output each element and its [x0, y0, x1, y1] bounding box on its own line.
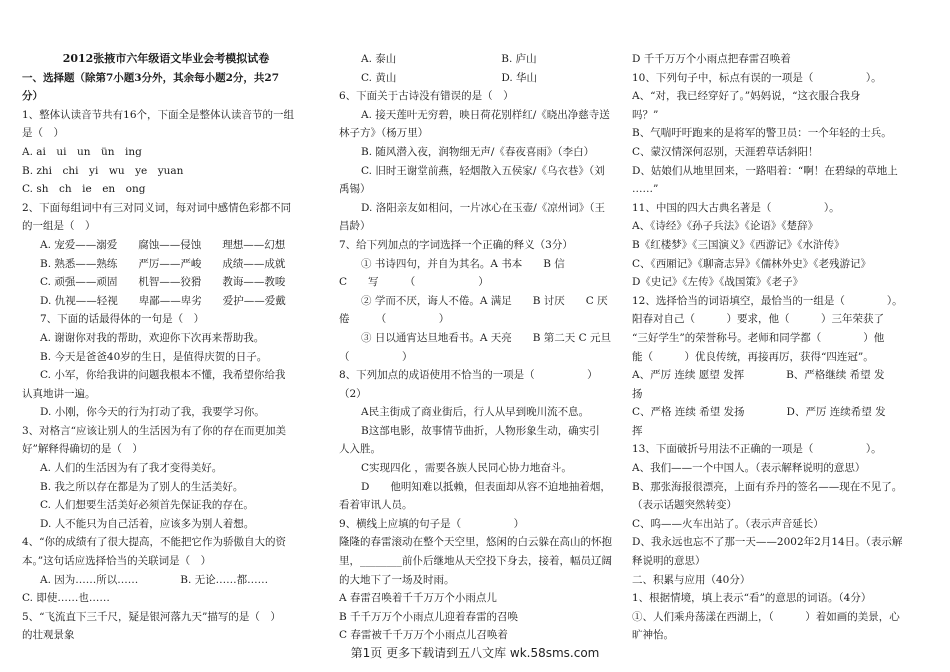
text-line: D. 仇视——轻视 卑鄙——卑劣 爱护——爱戴	[40, 294, 286, 307]
text-line: 昌龄）	[339, 220, 371, 233]
text-line: 里，________前仆后继地从天空投下身去，接着，幅员辽阔	[339, 555, 612, 568]
text-line: C 春雷被千千万万个小雨点儿召唤着	[339, 629, 508, 642]
text-line: 12、选择恰当的词语填空，最恰当的一组是（ ）。	[632, 294, 903, 307]
text-line: C. 旧时王谢堂前燕，轻烟散入五侯家/《乌衣巷》（刘	[361, 164, 605, 177]
text-line: B 千千万万个小雨点儿迎着春雷的召唤	[339, 610, 519, 623]
text-line: C. 即使……也……	[22, 592, 110, 605]
text-line: D. 小刚，你今天的行为打动了我，我要学习你。	[40, 406, 265, 419]
text-line: 旷神怡。	[632, 629, 674, 642]
text-line: 能（ ）优良传统，再接再厉，获得“四连冠”。	[632, 350, 874, 363]
text-line: 9、横线上应填的句子是（ ）	[339, 517, 525, 530]
text-line: C、严格 连续 希望 发扬 D、严厉 连续希望 发	[632, 406, 886, 419]
text-line: D《史记》《左传》《战国策》《老子》	[632, 276, 804, 289]
text-line: 吗？”	[632, 108, 659, 121]
text-line: 6、下面关于古诗没有错误的是（ ）	[339, 90, 514, 103]
text-line: C. 人们想要生活美好必须首先保证我的存在。	[40, 499, 254, 512]
column-right	[632, 50, 932, 645]
text-line: 7、下面的话最得体的一句是（ ）	[40, 313, 205, 326]
text-line: 8、下列加点的成语使用不恰当的一项是（ ）	[339, 369, 598, 382]
text-line: 13、下面破折号用法不正确的一项是（ ）。	[632, 443, 882, 456]
text-line: ① 书诗四句，并自为其名。A 书本 B 信	[361, 257, 565, 270]
text-line: 阳春对自己（ ）要求，他（ ）三年荣获了	[632, 313, 884, 326]
text-line: 好”解释得确切的是（ ）	[22, 443, 143, 456]
text-line: 本。”这句话应选择恰当的关联词是（ ）	[22, 555, 212, 568]
text-line: 人入胜。	[339, 443, 381, 456]
text-line: 7、给下列加点的字词选择一个正确的释义（3分）	[339, 238, 573, 251]
text-line: A. 接天莲叶无穷碧，映日荷花别样红/《晓出净慈寺送	[361, 108, 610, 121]
text-line: 的一组是（ ）	[22, 220, 96, 233]
column-left	[22, 50, 310, 645]
text-line: 释说明的意思）	[632, 555, 706, 568]
text-line: D、我永远也忘不了那一天——2002年2月14日。（表示解	[632, 536, 903, 549]
text-line: A 春雷召唤着千千万万个小雨点儿	[339, 592, 497, 605]
text-line: B. 我之所以存在都是为了别人的生活美好。	[40, 480, 244, 493]
text-line: C. sh ch ie en ong	[22, 183, 146, 196]
text-line: （2）	[339, 387, 367, 400]
text-line: 扬	[632, 387, 643, 400]
text-line: C、《西厢记》《聊斋志异》《儒林外史》《老残游记》	[632, 257, 872, 270]
text-line: （ ）	[339, 350, 413, 363]
text-line: A民主街成了商业街后，行人从早到晚川流不息。	[361, 406, 590, 419]
text-line: 1、整体认读音节共有16个，下面全是整体认读音节的一组	[22, 108, 295, 121]
text-line: B. 随风潜入夜，润物细无声/《春夜喜雨》（李白）	[361, 145, 595, 158]
text-line: （表示话题突然转变）	[632, 499, 737, 512]
text-line: D、姑娘们从地里回来，一路唱着：“啊！在碧绿的草地上	[632, 164, 898, 177]
text-line: 隆隆的春雷滚动在整个天空里，悠闲的白云躲在高山的怀抱	[339, 536, 612, 549]
text-line: ……”	[632, 183, 659, 196]
text-line: B. zhi chi yi wu ye yuan	[22, 164, 184, 177]
text-line: 5、“飞流直下三千尺，疑是银河落九天”描写的是（ ）	[22, 610, 281, 623]
page-footer: 第1页 更多下载请到五八文库 wk.58sms.com	[350, 646, 600, 660]
text-line: D 千千万万个小雨点把春雷召唤着	[632, 53, 791, 65]
text-line: C、呜——火车出站了。（表示声音延长）	[632, 517, 824, 530]
text-line: 分）	[22, 90, 43, 103]
text-line: 2012张掖市六年级语文毕业会考模拟试卷	[62, 52, 270, 65]
text-line: D. 洛阳亲友如相问，一片冰心在玉壶/《凉州词》（王	[361, 201, 606, 214]
text-line: 禹锡）	[339, 183, 371, 196]
text-line: D. 人不能只为自己活着，应该多为别人着想。	[40, 517, 255, 530]
text-line: C、蒙汉情深何忍别，天涯碧草话斜阳！	[632, 145, 819, 158]
text-line: A. 泰山 B. 庐山	[361, 53, 537, 65]
text-line: B. 熟悉——熟练 严厉——严峻 成绩——成就	[40, 257, 286, 270]
text-line: 看着审讯人员。	[339, 499, 413, 512]
text-line: C. 顽强——顽固 机智——狡猾 教诲——教唆	[40, 276, 286, 289]
text-line: 认真地讲一遍。	[22, 387, 96, 400]
text-line: A、《诗经》《孙子兵法》《论语》《楚辞》	[632, 220, 819, 233]
text-line: B. 今天是爸爸40岁的生日，是值得庆贺的日子。	[40, 350, 268, 363]
text-line: A、我们——一个中国人。（表示解释说明的意思）	[632, 462, 866, 475]
text-line: C. 黄山 D. 华山	[361, 71, 538, 84]
text-line: 11、中国的四大古典名著是（ ）。	[632, 201, 840, 214]
text-line: C实现四化 ，需要各族人民同心协力地奋斗。	[361, 462, 572, 475]
text-line: 1、根据情境，填上表示“看”的意思的词语。（4分）	[632, 592, 872, 605]
text-line: ③ 日以通宵达旦地看书。A 天亮 B 第二天 C 元旦	[361, 331, 612, 344]
text-line: A. 宠爱——溺爱 腐蚀——侵蚀 理想——幻想	[40, 238, 286, 251]
text-line: 倦 （ ）	[339, 313, 450, 326]
text-line: “三好学生”的荣誉称号。老师和同学都（ ）他	[632, 331, 885, 344]
text-line: 的大地下了一场及时雨。	[339, 573, 455, 586]
text-line: A. 因为……所以…… B. 无论……都……	[40, 573, 269, 586]
text-line: ② 学而不厌，诲人不倦。A 满足 B 讨厌 C 厌	[361, 294, 608, 307]
text-line: A. 谢谢你对我的帮助，欢迎你下次再来帮助我。	[40, 331, 265, 344]
text-line: 挥	[632, 424, 643, 437]
text-line: C 写 （ ）	[339, 276, 489, 289]
text-line: D 他明知难以抵赖，但表面却从容不迫地抽着烟，	[361, 480, 611, 493]
column-middle	[339, 50, 615, 645]
text-line: A、严厉 连续 愿望 发挥 B、严格继续 希望 发	[632, 369, 885, 382]
text-line: 林子方》（杨万里）	[339, 127, 429, 140]
text-line: ①、人们乘舟荡漾在西湖上，（ ）着如画的美景，心	[632, 610, 900, 623]
text-line: 是（ ）	[22, 127, 64, 140]
text-line: 10、下列句子中，标点有误的一项是（ ）。	[632, 71, 882, 84]
text-line: 3、对格言“应该让别人的生活因为有了你的存在而更加美	[22, 424, 287, 437]
text-line: C. 小军，你给我讲的问题我根本不懂，我希望你给我	[40, 369, 286, 382]
text-line: B这部电影，故事情节曲折，人物形象生动，确实引	[361, 424, 600, 437]
text-line: 的壮观景象	[22, 629, 75, 642]
text-line: A. ai ui un ün ing	[22, 145, 142, 158]
text-line: B、气喘吁吁跑来的是将军的警卫员：一个年轻的士兵。	[632, 127, 892, 140]
text-line: 2、下面每组词中有三对同义词，每对词中感情色彩都不同	[22, 201, 292, 214]
text-line: 二、积累与应用（40分）	[632, 573, 751, 586]
text-line: B、那张海报很漂亮，上面有乔丹的签名——现在不见了。	[632, 480, 903, 493]
text-line: 4、“你的成绩有了很大提高，不能把它作为骄傲自大的资	[22, 536, 287, 549]
text-line: 一、选择题（除第7小题3分外，其余每小题2分，共27	[22, 71, 280, 84]
text-line: A. 人们的生活因为有了我才变得美好。	[40, 462, 223, 475]
text-line: B《红楼梦》《三国演义》《西游记》《水浒传》	[632, 238, 845, 251]
text-line: A、“对，我已经穿好了。”妈妈说，“这衣服合我身	[632, 90, 861, 103]
